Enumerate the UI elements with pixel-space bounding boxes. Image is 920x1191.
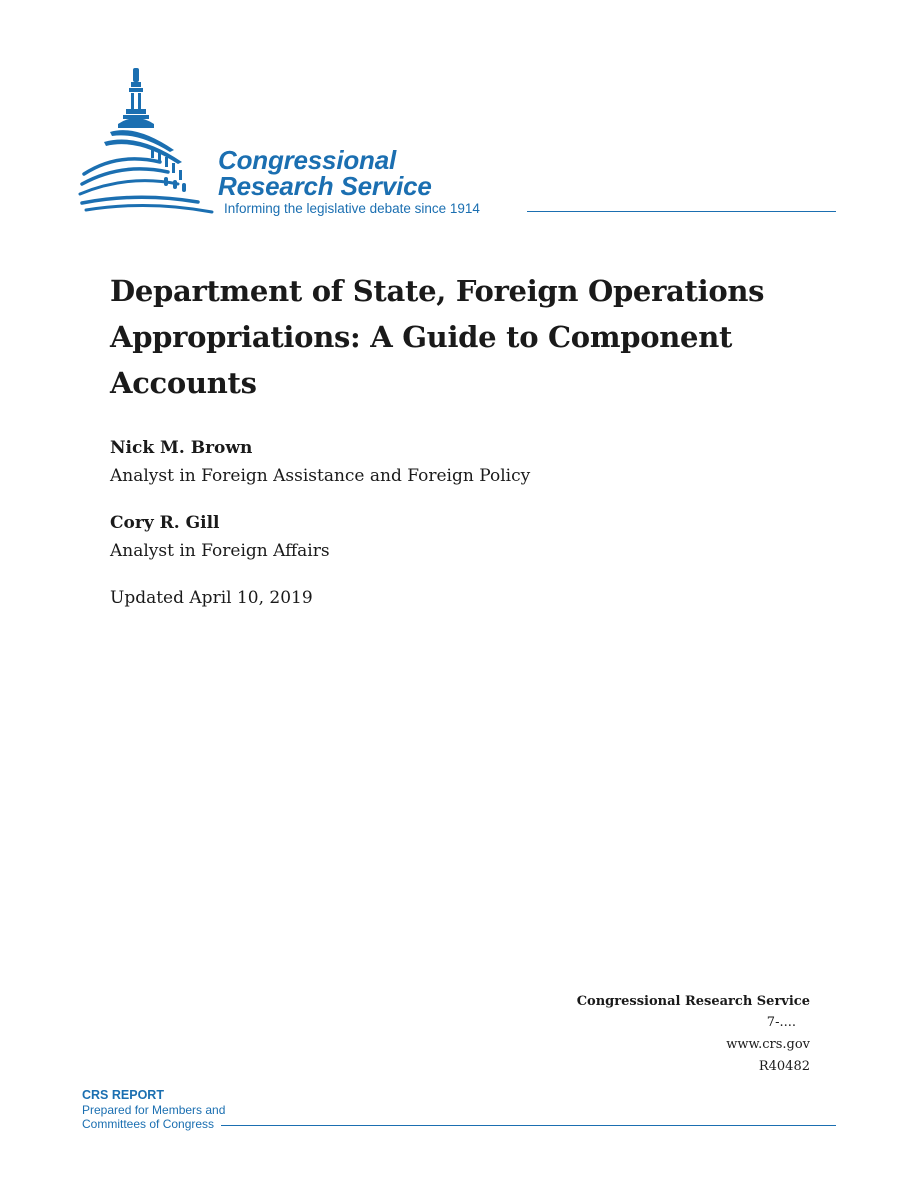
updated-date: Updated April 10, 2019 [110, 588, 313, 608]
author-name: Cory R. Gill [110, 513, 220, 533]
crs-report-line: Prepared for Members and [82, 1103, 226, 1117]
footer-organization: Congressional Research Service [576, 994, 810, 1009]
header-divider [527, 211, 836, 212]
author-role: Analyst in Foreign Affairs [110, 541, 330, 561]
logo-title-line-1: Congressional [218, 145, 396, 175]
crs-report-label [82, 1088, 225, 1131]
logo-title-line-2: Research Service [218, 171, 432, 201]
report-number: R40482 [758, 1059, 810, 1074]
footer-contact [577, 992, 810, 1078]
crs-report-line: Committees of Congress [82, 1117, 215, 1131]
crs-report-title: CRS REPORT [82, 1088, 164, 1102]
logo-tagline: Informing the legislative debate since 1914 [224, 201, 480, 216]
document-title: Department of State, Foreign Operations Appropriations: A Guide to Component Accounts [110, 274, 765, 400]
capitol-dome-icon [78, 66, 218, 218]
footer-phone: 7-.... [766, 1015, 796, 1030]
author-role: Analyst in Foreign Assistance and Foreign Policy [110, 466, 531, 486]
author-name: Nick M. Brown [110, 438, 253, 458]
footer-website-link[interactable]: www.crs.gov [726, 1037, 810, 1052]
footer-divider [221, 1125, 836, 1126]
